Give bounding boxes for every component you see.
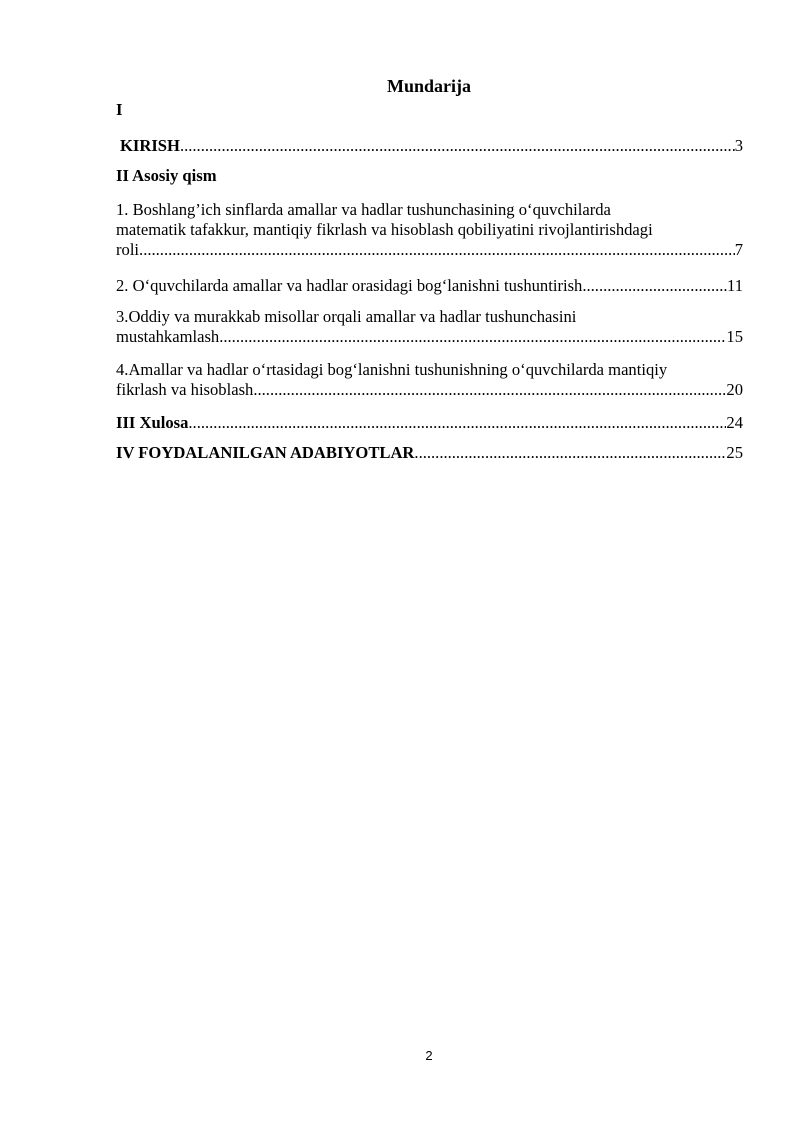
toc-page-number: 11	[727, 276, 743, 295]
toc-page-number: 25	[726, 443, 743, 462]
toc-heading-asosiy: II Asosiy qism	[116, 166, 217, 185]
toc-entry-kirish[interactable]	[116, 136, 743, 156]
toc-entry-line: matematik tafakkur, mantiqiy fikrlash va hisoblash qobiliyatini rivojlantirishdagi	[116, 220, 653, 239]
dot-leader	[180, 136, 735, 156]
toc-entry-1[interactable]	[116, 200, 743, 260]
toc-entry-3[interactable]	[116, 307, 743, 347]
toc-page-number: 3	[734, 136, 743, 155]
toc-entry-label: roli	[116, 240, 140, 259]
dot-leader	[219, 327, 726, 347]
toc-entry-adabiyotlar[interactable]	[116, 443, 743, 463]
toc-page-number: 15	[726, 327, 743, 346]
toc-entry-line: 3.Oddiy va murakkab misollar orqali amallar va hadlar tushunchasini	[116, 307, 577, 326]
toc-entry-line: 4.Amallar va hadlar o‘rtasidagi bog‘lanishni tushunishning o‘quvchilarda mantiqiy	[116, 360, 668, 379]
toc-entry-line: 1. Boshlang’ich sinflarda amallar va hadlar tushunchasining o‘quvchilarda	[116, 200, 611, 219]
toc-entry-last-line	[116, 240, 743, 260]
dot-leader	[414, 443, 726, 463]
toc-entry-label: fikrlash va hisoblash	[116, 380, 254, 399]
toc-section-roman-i: I	[116, 100, 123, 119]
toc-entry-2[interactable]	[116, 276, 743, 296]
toc-page-number: 7	[734, 240, 743, 259]
dot-leader	[188, 413, 726, 433]
toc-entry-label: mustahkamlash	[116, 327, 220, 346]
dot-leader	[139, 240, 735, 260]
toc-entry-xulosa[interactable]	[116, 413, 743, 433]
toc-entry-4[interactable]	[116, 360, 743, 400]
toc-entry-label: III Xulosa	[116, 413, 189, 432]
dot-leader	[253, 380, 726, 400]
toc-page-number: 20	[726, 380, 743, 399]
page-number: 2	[425, 1048, 433, 1063]
toc-entry-label: KIRISH	[120, 136, 180, 155]
toc-entry-last-line	[116, 380, 743, 400]
page-title: Mundarija	[386, 76, 471, 96]
toc-entry-label: IV FOYDALANILGAN ADABIYOTLAR	[116, 443, 415, 462]
toc-page-number: 24	[726, 413, 743, 432]
dot-leader	[582, 276, 727, 296]
toc-entry-last-line	[116, 327, 743, 347]
toc-entry-label: 2. O‘quvchilarda amallar va hadlar orasidagi bog‘lanishni tushuntirish	[116, 276, 583, 295]
